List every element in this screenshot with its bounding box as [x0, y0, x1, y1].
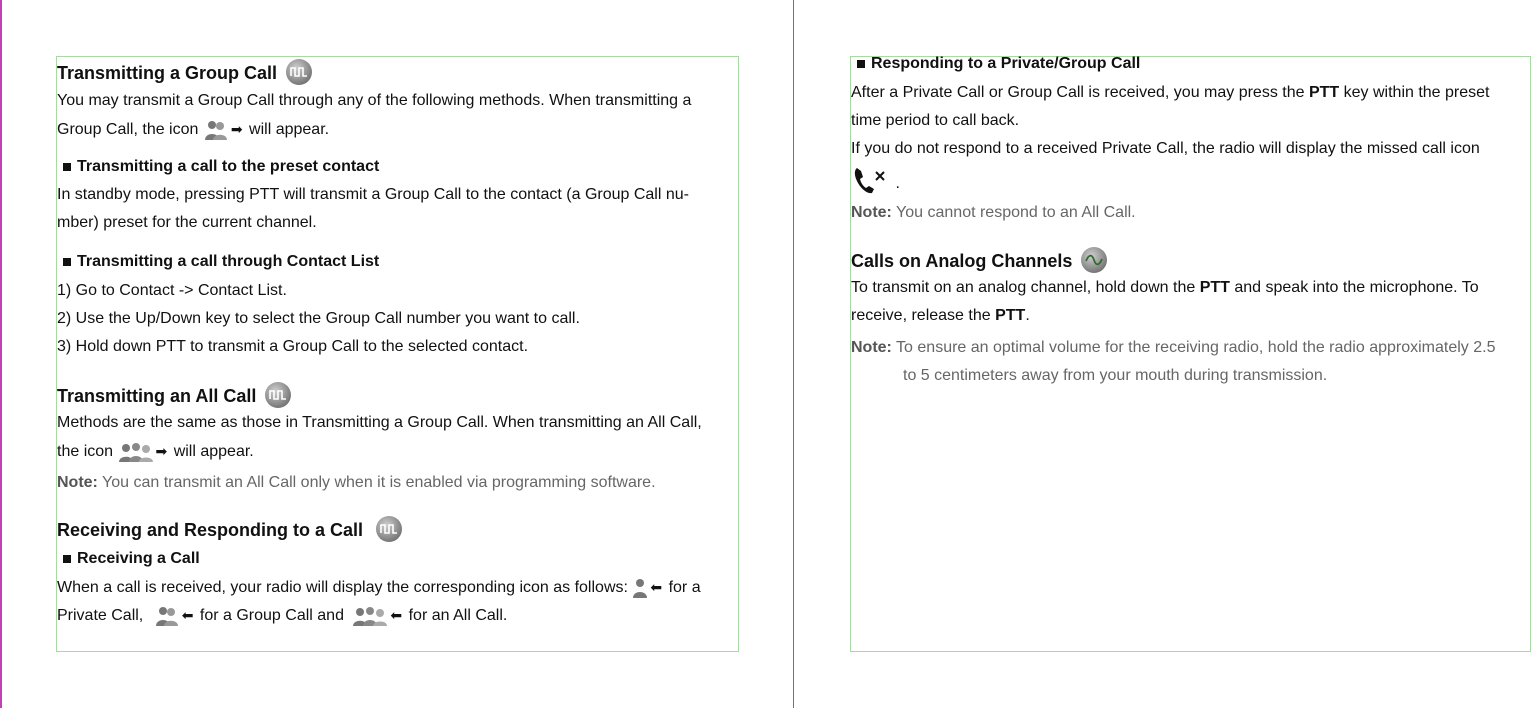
- incoming-arrow-icon: ⬅: [650, 579, 663, 595]
- all-call-line2-end: will appear.: [173, 443, 254, 460]
- group-call-icon: [203, 120, 229, 140]
- note-label: Note:: [57, 474, 98, 491]
- group-call-heading-text: Transmitting a Group Call: [57, 63, 278, 83]
- responding-line4: [851, 166, 900, 196]
- receiving-line1-text: When a call is received, your radio will display the corresponding icon as follows:: [57, 579, 628, 596]
- ptt-key-label: PTT: [995, 307, 1026, 324]
- group-call-heading: [57, 59, 312, 85]
- digital-mode-icon: [265, 382, 291, 408]
- group-call-icon: [154, 606, 180, 626]
- all-call-heading: [57, 382, 291, 408]
- analog-note-line1: [851, 338, 1496, 358]
- all-call-note: [57, 473, 656, 493]
- preset-contact-heading: Transmitting a call to the preset contact: [57, 157, 379, 177]
- all-call-icon: [352, 606, 388, 626]
- analog-mode-icon: [1081, 247, 1107, 273]
- note-text: You cannot respond to an All Call.: [896, 204, 1136, 221]
- receiving-sub-heading: Receiving a Call: [57, 549, 200, 569]
- analog-note-line2: to 5 centimeters away from your mouth during transmission.: [903, 367, 1328, 384]
- responding-line2: time period to call back.: [851, 112, 1020, 129]
- digital-mode-icon: [376, 516, 402, 542]
- analog-line2: [851, 306, 1030, 326]
- responding-line1-end: key within the preset: [1343, 84, 1490, 101]
- incoming-arrow-icon: ⬅: [390, 607, 403, 623]
- note-text: You can transmit an All Call only when it is enabled via programming software.: [102, 474, 656, 491]
- responding-note: [851, 203, 1136, 223]
- private-call-icon: [632, 578, 648, 598]
- analog-heading: [851, 247, 1107, 273]
- preset-contact-line2: mber) preset for the current channel.: [57, 214, 317, 231]
- all-call-line2: [57, 441, 254, 462]
- ptt-key-label: PTT: [1308, 84, 1340, 101]
- contact-list-step-2: 2) Use the Up/Down key to select the Group Call number you want to call.: [57, 310, 580, 327]
- missed-call-icon: [851, 166, 891, 202]
- page-divider: [793, 0, 794, 708]
- analog-line2-text: receive, release the: [851, 307, 991, 324]
- note-text: To ensure an optimal volume for the receiving radio, hold the radio approximately 2.5: [896, 339, 1496, 356]
- responding-heading: Responding to a Private/Group Call: [851, 54, 1140, 74]
- responding-line1-text: After a Private Call or Group Call is received, you may press the: [851, 84, 1305, 101]
- ptt-key-label: PTT: [1199, 279, 1230, 296]
- outgoing-arrow-icon: ➡: [155, 443, 168, 459]
- receiving-line1-end: for a: [668, 579, 701, 596]
- contact-list-heading: Transmitting a call through Contact List: [57, 252, 379, 272]
- responding-line3: If you do not respond to a received Private Call, the radio will display the missed call icon: [851, 140, 1480, 157]
- note-label: Note:: [851, 204, 892, 221]
- all-call-line2-text: the icon: [57, 443, 114, 460]
- group-call-intro-line1: You may transmit a Group Call through any of the following methods. When transmitting a: [57, 92, 692, 109]
- receiving-line2: [57, 605, 507, 626]
- group-call-intro-line2: [57, 119, 329, 140]
- receiving-line2-mid: for a Group Call and: [199, 607, 344, 624]
- responding-line4-text: .: [895, 175, 900, 192]
- page-edge-left: [0, 0, 2, 708]
- all-call-icon: [118, 442, 154, 462]
- note-label: Note:: [851, 339, 892, 356]
- analog-line1: [851, 278, 1479, 298]
- digital-mode-icon: [286, 59, 312, 85]
- preset-contact-line1: In standby mode, pressing PTT will transmit a Group Call to the contact (a Group Call nu-: [57, 186, 689, 203]
- outgoing-arrow-icon: ➡: [230, 121, 243, 137]
- group-call-intro-text: Group Call, the icon: [57, 121, 199, 138]
- contact-list-step-3: 3) Hold down PTT to transmit a Group Call to the selected contact.: [57, 338, 529, 355]
- responding-line1: [851, 83, 1490, 103]
- incoming-arrow-icon: ⬅: [181, 607, 194, 623]
- receiving-heading-text: Receiving and Responding to a Call: [57, 520, 364, 540]
- analog-heading-text: Calls on Analog Channels: [851, 251, 1073, 271]
- receiving-line2-text: Private Call,: [57, 607, 144, 624]
- receiving-line2-end: for an All Call.: [408, 607, 508, 624]
- all-call-line1: Methods are the same as those in Transmitting a Group Call. When transmitting an All Call,: [57, 414, 702, 431]
- analog-line2-end: .: [1025, 307, 1030, 324]
- group-call-intro-end: will appear.: [249, 121, 330, 138]
- contact-list-step-1: 1) Go to Contact -> Contact List.: [57, 282, 287, 299]
- receiving-line1: [57, 577, 701, 598]
- all-call-heading-text: Transmitting an All Call: [57, 386, 257, 406]
- analog-line1-text: To transmit on an analog channel, hold down the: [851, 279, 1196, 296]
- receiving-heading: [57, 516, 402, 542]
- analog-line1-end: and speak into the microphone. To: [1234, 279, 1479, 296]
